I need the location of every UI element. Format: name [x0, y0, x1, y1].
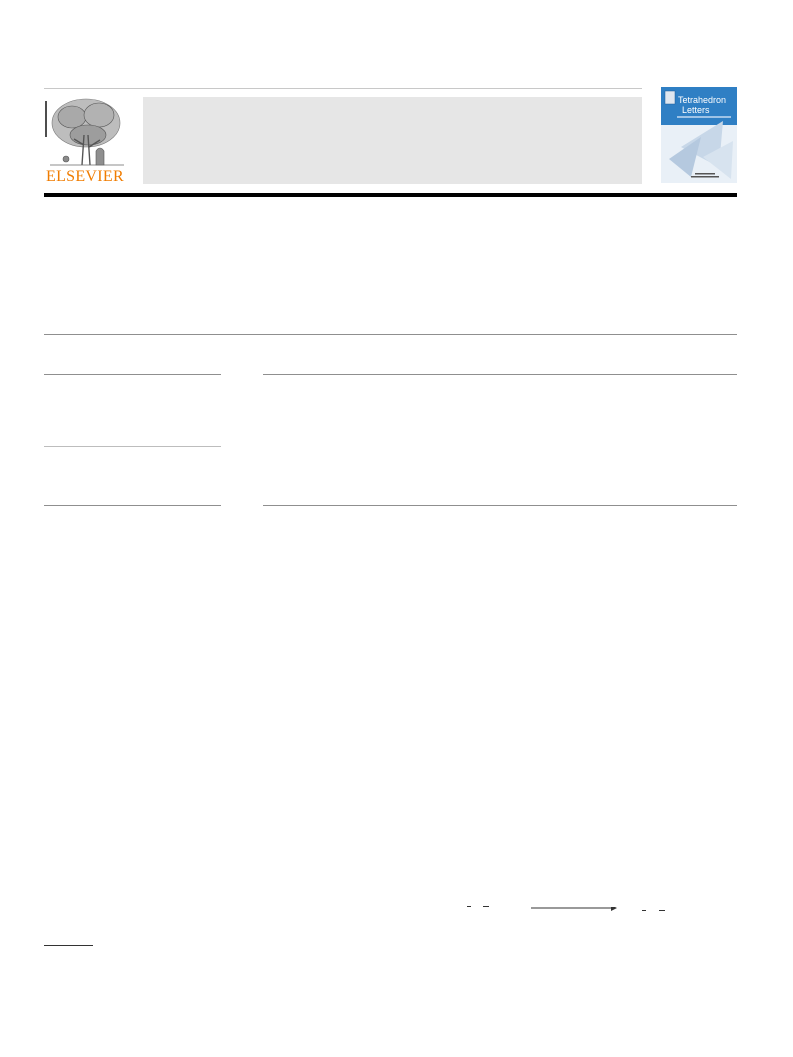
- equation-overbar: [642, 910, 646, 911]
- abstract-bottom-rule: [263, 505, 737, 506]
- article-info-divider-rule: [44, 446, 221, 447]
- header-heavy-rule: [44, 193, 737, 197]
- cover-title-line1: Tetrahedron: [678, 95, 727, 105]
- cover-title-line2: Letters: [682, 105, 710, 115]
- article-info-bottom-rule: [44, 505, 221, 506]
- article-info-top-rule: [44, 374, 221, 375]
- equation-overbar: [467, 906, 471, 907]
- title-block-rule: [44, 334, 737, 335]
- header-top-rule: [44, 88, 642, 89]
- journal-info-panel: [143, 97, 642, 184]
- equation-overbar: [659, 910, 665, 911]
- abstract-top-rule: [263, 374, 737, 375]
- reaction-arrow-icon: [531, 907, 617, 917]
- equation-overbar: [483, 906, 489, 907]
- footnote-rule: [44, 945, 93, 946]
- journal-cover-thumbnail: [661, 87, 737, 183]
- elsevier-wordmark: ELSEVIER: [46, 168, 124, 185]
